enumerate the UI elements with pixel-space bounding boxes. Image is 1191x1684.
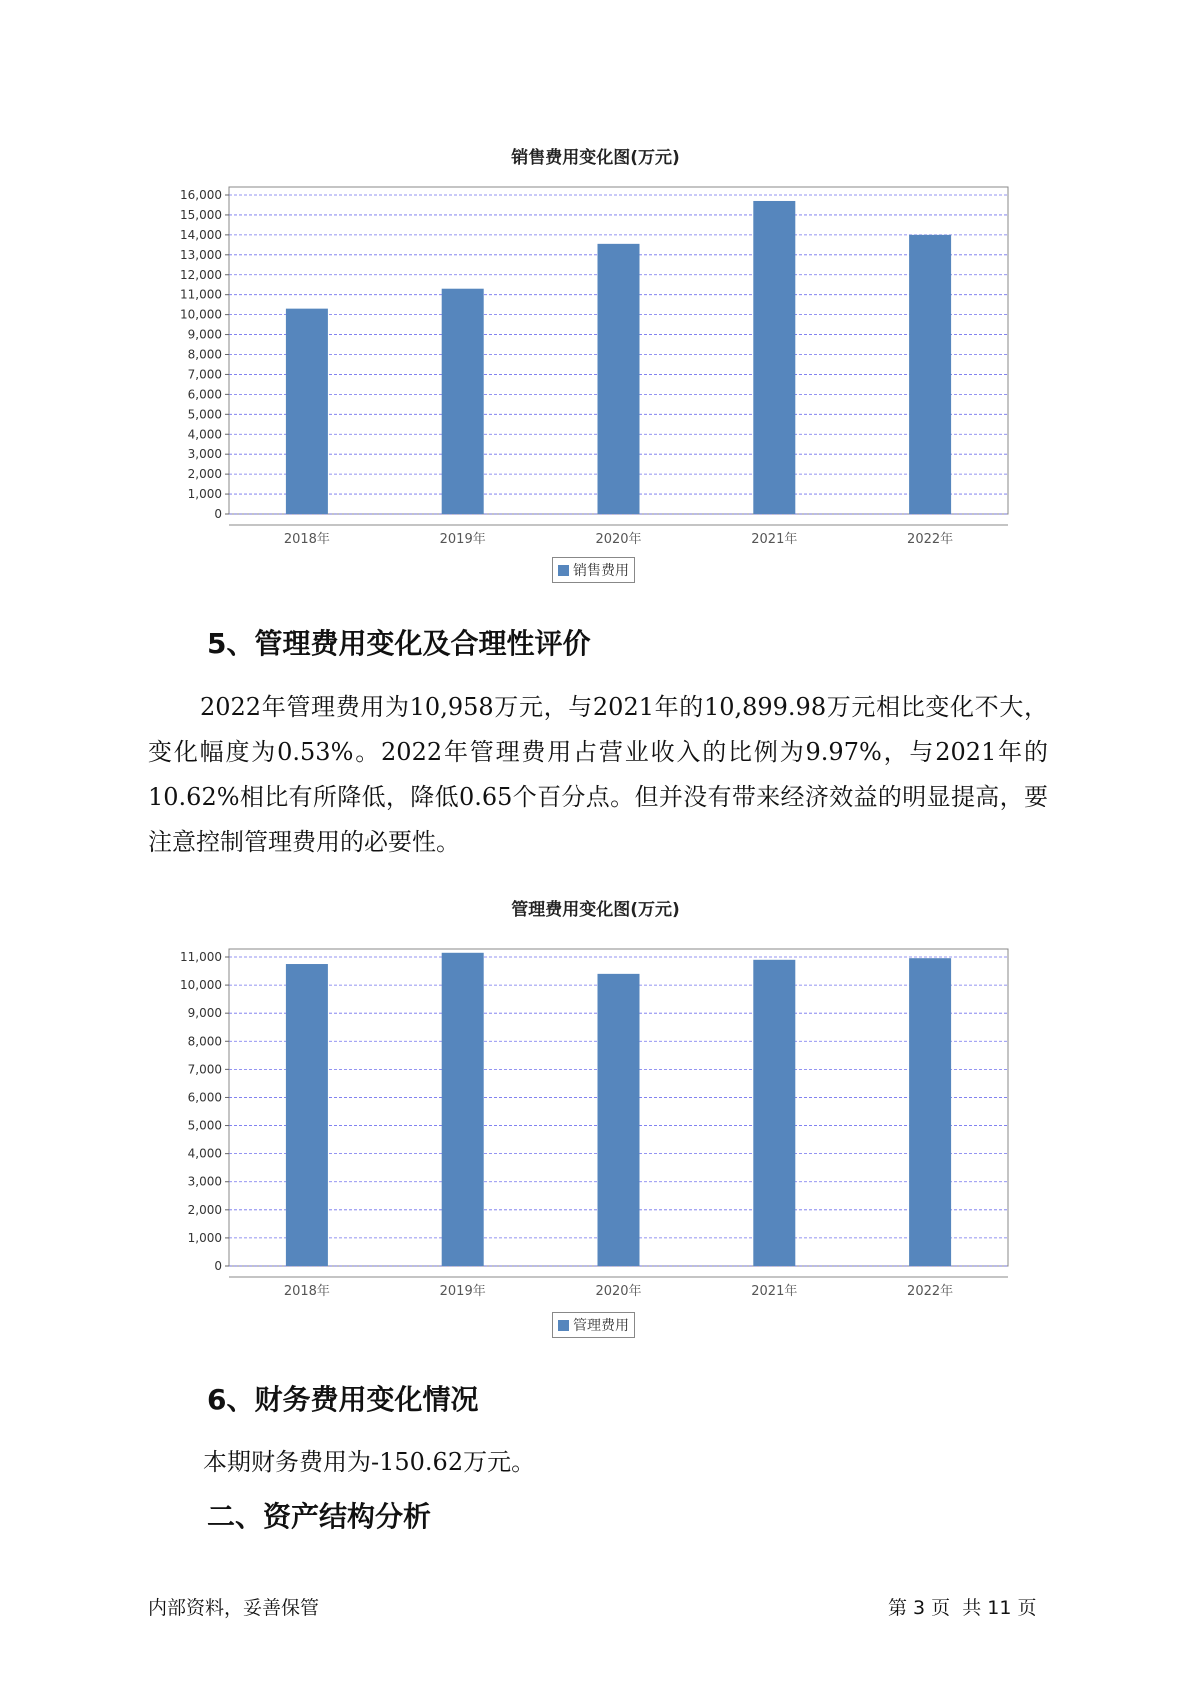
- y-tick-label: 2,000: [187, 467, 222, 482]
- admin-chart-legend: [552, 1312, 635, 1338]
- legend-label: 管理费用: [573, 1318, 629, 1334]
- y-tick-label: 7,000: [187, 367, 222, 382]
- y-tick-label: 10,000: [180, 307, 222, 322]
- x-tick-label: 2018年: [283, 532, 330, 547]
- y-tick-label: 12,000: [180, 267, 222, 282]
- x-tick-label: 2022年: [907, 532, 954, 547]
- y-tick-label: 11,000: [180, 950, 222, 964]
- y-tick-label: 6,000: [187, 1090, 222, 1105]
- bar: [753, 960, 795, 1266]
- admin-expense-chart: [0, 930, 1191, 1310]
- legend-swatch: [558, 1320, 569, 1331]
- asset-structure-heading: 二、资产结构分析: [207, 1500, 432, 1533]
- y-tick-label: 1,000: [187, 1230, 222, 1245]
- y-tick-label: 0: [214, 507, 222, 521]
- x-tick-label: 2021年: [751, 532, 798, 547]
- bar: [909, 235, 951, 514]
- admin-chart-title: 管理费用变化图(万元): [511, 900, 680, 920]
- legend-label: 销售费用: [573, 563, 629, 579]
- footer-confidential: 内部资料，妥善保管: [148, 1597, 320, 1619]
- y-tick-label: 2,000: [187, 1202, 222, 1217]
- y-tick-label: 8,000: [187, 1034, 222, 1049]
- section-5-paragraph: 2022年管理费用为10,958万元，与2021年的10,899.98万元相比变化不大，变化幅度为0.53%。2022年管理费用占营业收入的比例为9.97%，与2021年的10.62%相比有所降低，降低0.65个百分点。但并没有带来经济效益的明显提高，要注意控制管理费用的必要性。: [148, 693, 1048, 856]
- bar: [598, 244, 640, 514]
- bar: [442, 289, 484, 514]
- section-6-heading: 6、财务费用变化情况: [207, 1383, 479, 1416]
- section-5-heading: 5、管理费用变化及合理性评价: [207, 627, 591, 660]
- y-tick-label: 8,000: [187, 347, 222, 362]
- y-tick-label: 3,000: [187, 1174, 222, 1189]
- x-tick-label: 2019年: [439, 1284, 486, 1299]
- section-6-text: 本期财务费用为-150.62万元。: [203, 1448, 536, 1476]
- x-tick-label: 2022年: [907, 1284, 954, 1299]
- y-tick-label: 10,000: [180, 978, 222, 993]
- y-tick-label: 13,000: [180, 247, 222, 262]
- y-tick-label: 5,000: [187, 1118, 222, 1133]
- bar: [909, 958, 951, 1266]
- sales-chart-legend: [552, 557, 635, 583]
- x-tick-label: 2020年: [595, 532, 642, 547]
- x-tick-label: 2021年: [751, 1284, 798, 1299]
- y-tick-label: 6,000: [187, 387, 222, 402]
- bar: [753, 201, 795, 514]
- sales-chart-title: 销售费用变化图(万元): [511, 148, 680, 168]
- y-tick-label: 5,000: [187, 407, 222, 422]
- x-tick-label: 2018年: [283, 1284, 330, 1299]
- y-tick-label: 9,000: [187, 327, 222, 342]
- y-tick-label: 1,000: [187, 487, 222, 502]
- bar: [442, 953, 484, 1266]
- y-tick-label: 0: [214, 1259, 222, 1273]
- y-tick-label: 16,000: [180, 188, 222, 202]
- bar: [286, 309, 328, 514]
- y-tick-label: 4,000: [187, 1146, 222, 1161]
- x-tick-label: 2020年: [595, 1284, 642, 1299]
- sales-expense-chart: [0, 175, 1191, 555]
- y-tick-label: 9,000: [187, 1006, 222, 1021]
- y-tick-label: 3,000: [187, 447, 222, 462]
- y-tick-label: 4,000: [187, 427, 222, 442]
- bar: [286, 964, 328, 1266]
- legend-swatch: [558, 565, 569, 576]
- y-tick-label: 7,000: [187, 1062, 222, 1077]
- y-tick-label: 14,000: [180, 227, 222, 242]
- y-tick-label: 15,000: [180, 207, 222, 222]
- x-tick-label: 2019年: [439, 532, 486, 547]
- footer-page-number: 第 3 页 共 11 页: [888, 1597, 1037, 1619]
- y-tick-label: 11,000: [180, 287, 222, 302]
- bar: [598, 974, 640, 1266]
